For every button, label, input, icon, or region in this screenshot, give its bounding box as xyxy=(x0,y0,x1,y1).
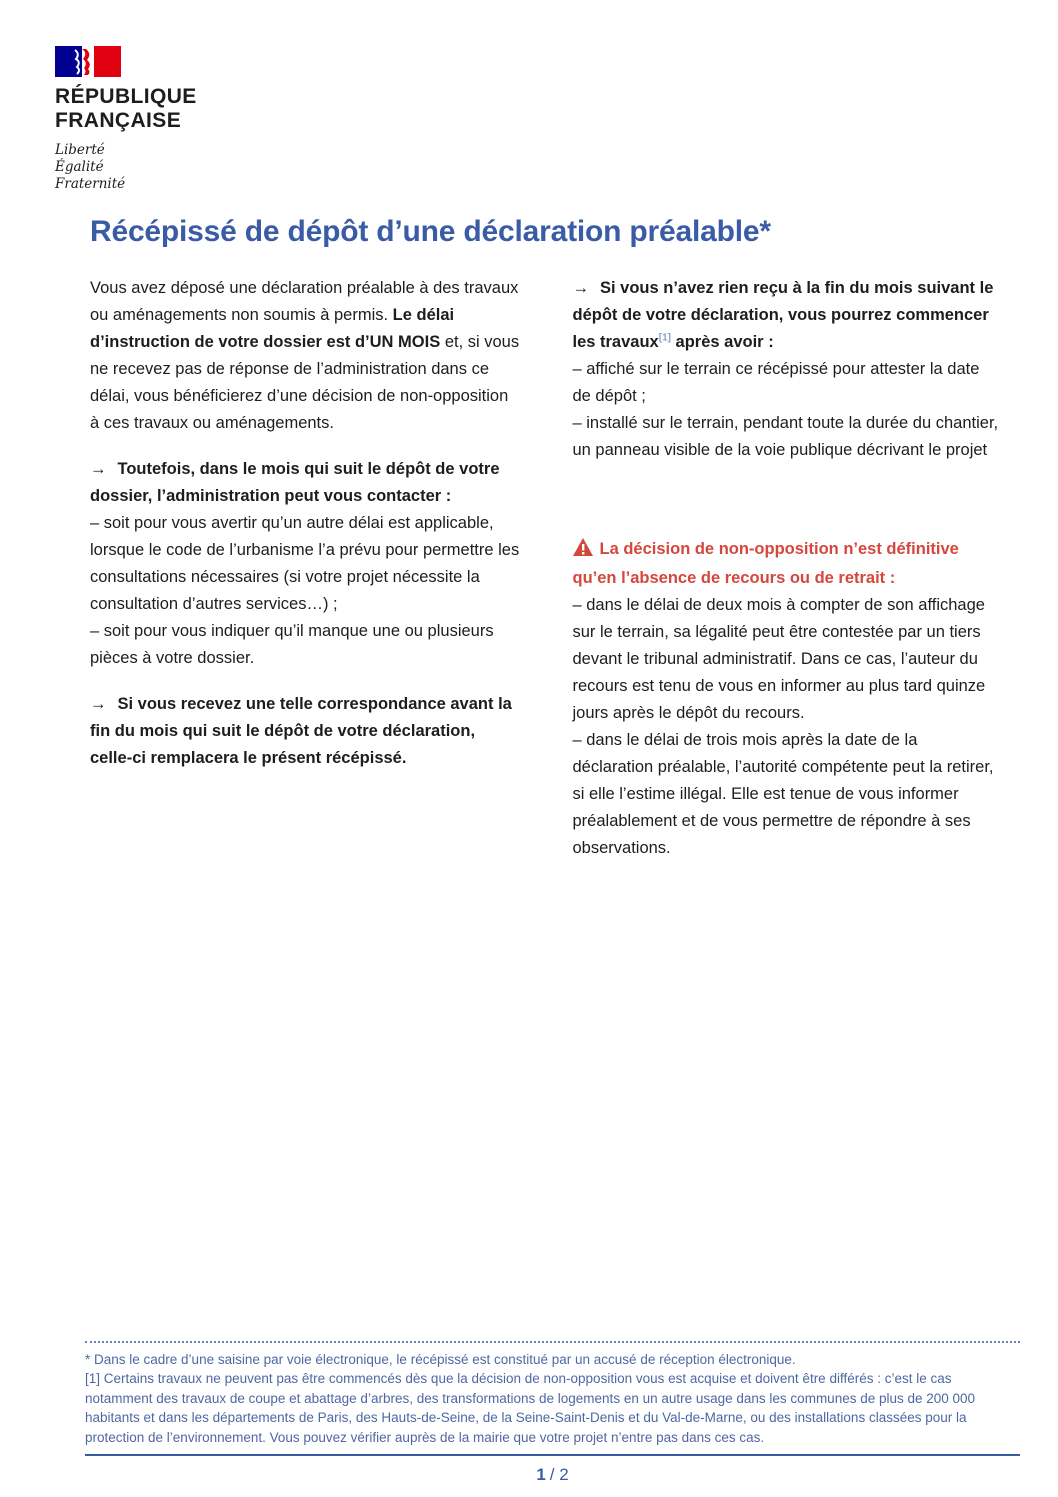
footnote-1: [1] Certains travaux ne peuvent pas être commencés dès que la décision de non-opposition vous est acquise et doivent être différés : c’est le cas notamment des travaux de coupe et abattage d’arbres, des transformations de logements en un autre usage dans les communes de plus de 200 000 habitants et dans les départements de Paris, des Hauts-de-Seine, de la Seine-Saint-Denis et du Val-de-Marne, ou des installations classées pour la protection de l’environnement. Vous pouvez vérifier auprès de la mairie que votre projet n’entre pas dans ces cas. xyxy=(85,1371,976,1445)
left-column xyxy=(90,275,520,881)
footnote-star: * Dans le cadre d’une saisine par voie électronique, le récépissé est constitué par un accusé de réception électronique. xyxy=(85,1351,796,1367)
page-footer xyxy=(85,1341,1020,1486)
document-content xyxy=(90,215,1002,881)
warning-triangle-icon xyxy=(573,538,593,565)
intro-text-1: Vous avez déposé une déclaration préalable à des travaux ou aménagements non soumis à permis. xyxy=(90,279,519,324)
solid-divider xyxy=(85,1454,1020,1456)
footnote-reference-1: [1] xyxy=(658,332,671,344)
gov-name-line1: RÉPUBLIQUE xyxy=(55,85,197,108)
page-title: Récépissé de dépôt d’une déclaration préalable* xyxy=(90,215,771,248)
warning-headline: La décision de non-opposition n’est définitive qu’en l’absence de recours ou de retrait : xyxy=(572,540,959,587)
rien-recu-bold-1: Si vous n’avez rien reçu à la fin du mois suivant le dépôt de votre déclaration, vous pourrez commencer les travaux xyxy=(572,279,994,351)
motto xyxy=(55,142,197,193)
page-number-current: 1 xyxy=(536,1465,546,1484)
right-arrow-icon: → xyxy=(90,460,107,478)
dotted-divider xyxy=(85,1341,1020,1343)
motto-liberte: Liberté xyxy=(55,142,105,158)
page-number xyxy=(85,1465,1020,1485)
list-item: – soit pour vous avertir qu’un autre délai est applicable, lorsque le code de l’urbanisme l’a prévu pour permettre les consultations nécessaires (si votre projet nécessite la consultation d’autres services…) ; xyxy=(90,514,520,613)
list-item: – dans le délai de deux mois à compter de son affichage sur le terrain, sa légalité peut être contestée par un tiers devant le tribunal administratif. Dans ce cas, l’auteur du recours est tenu de vous en informer au plus tard quinze jours après le dépôt du recours. xyxy=(572,596,986,722)
french-flag-marianne-icon xyxy=(55,46,121,77)
two-column-layout xyxy=(90,275,1002,881)
right-arrow-icon: → xyxy=(90,695,107,713)
list-item: – installé sur le terrain, pendant toute la durée du chantier, un panneau visible de la voie publique décrivant le projet xyxy=(572,414,999,459)
intro-bold-delai: Le délai d’instruction de votre dossier est d’UN MOIS xyxy=(90,306,455,351)
motto-egalite: Égalité xyxy=(55,159,104,175)
right-column xyxy=(573,275,1003,881)
motto-fraternite: Fraternité xyxy=(55,176,126,192)
paragraph-toutefois xyxy=(90,456,520,672)
right-arrow-icon: → xyxy=(572,279,589,297)
paragraph-rien-recu xyxy=(573,275,1003,464)
republique-francaise-logo xyxy=(55,46,197,193)
list-item: – affiché sur le terrain ce récépissé pour attester la date de dépôt ; xyxy=(572,360,980,405)
rien-recu-bold-2: après avoir : xyxy=(670,333,774,351)
paragraph-correspondance xyxy=(90,691,520,772)
list-item: – soit pour vous indiquer qu’il manque une ou plusieurs pièces à votre dossier. xyxy=(90,622,494,667)
gov-name-line2: FRANÇAISE xyxy=(55,109,182,132)
page-number-total: / 2 xyxy=(549,1465,569,1484)
footnotes xyxy=(85,1350,1020,1448)
toutefois-bold-head: Toutefois, dans le mois qui suit le dépôt de votre dossier, l’administration peut vous contacter : xyxy=(90,460,500,505)
correspondance-bold: Si vous recevez une telle correspondance avant la fin du mois qui suit le dépôt de votre déclaration, celle-ci remplacera le présent récépissé. xyxy=(90,695,512,767)
warning-section xyxy=(573,536,1003,862)
list-item: – dans le délai de trois mois après la date de la déclaration préalable, l’autorité compétente peut la retirer, si elle l’estime illégal. Elle est tenue de vous informer préalablement et de vous permettre de répondre à ses observations. xyxy=(572,731,994,857)
paragraph-intro xyxy=(90,275,520,437)
intro-text-2: et, si vous ne recevez pas de réponse de l’administration dans ce délai, vous bénéficierez d’une décision de non-opposition à ces travaux ou aménagements. xyxy=(90,333,520,432)
